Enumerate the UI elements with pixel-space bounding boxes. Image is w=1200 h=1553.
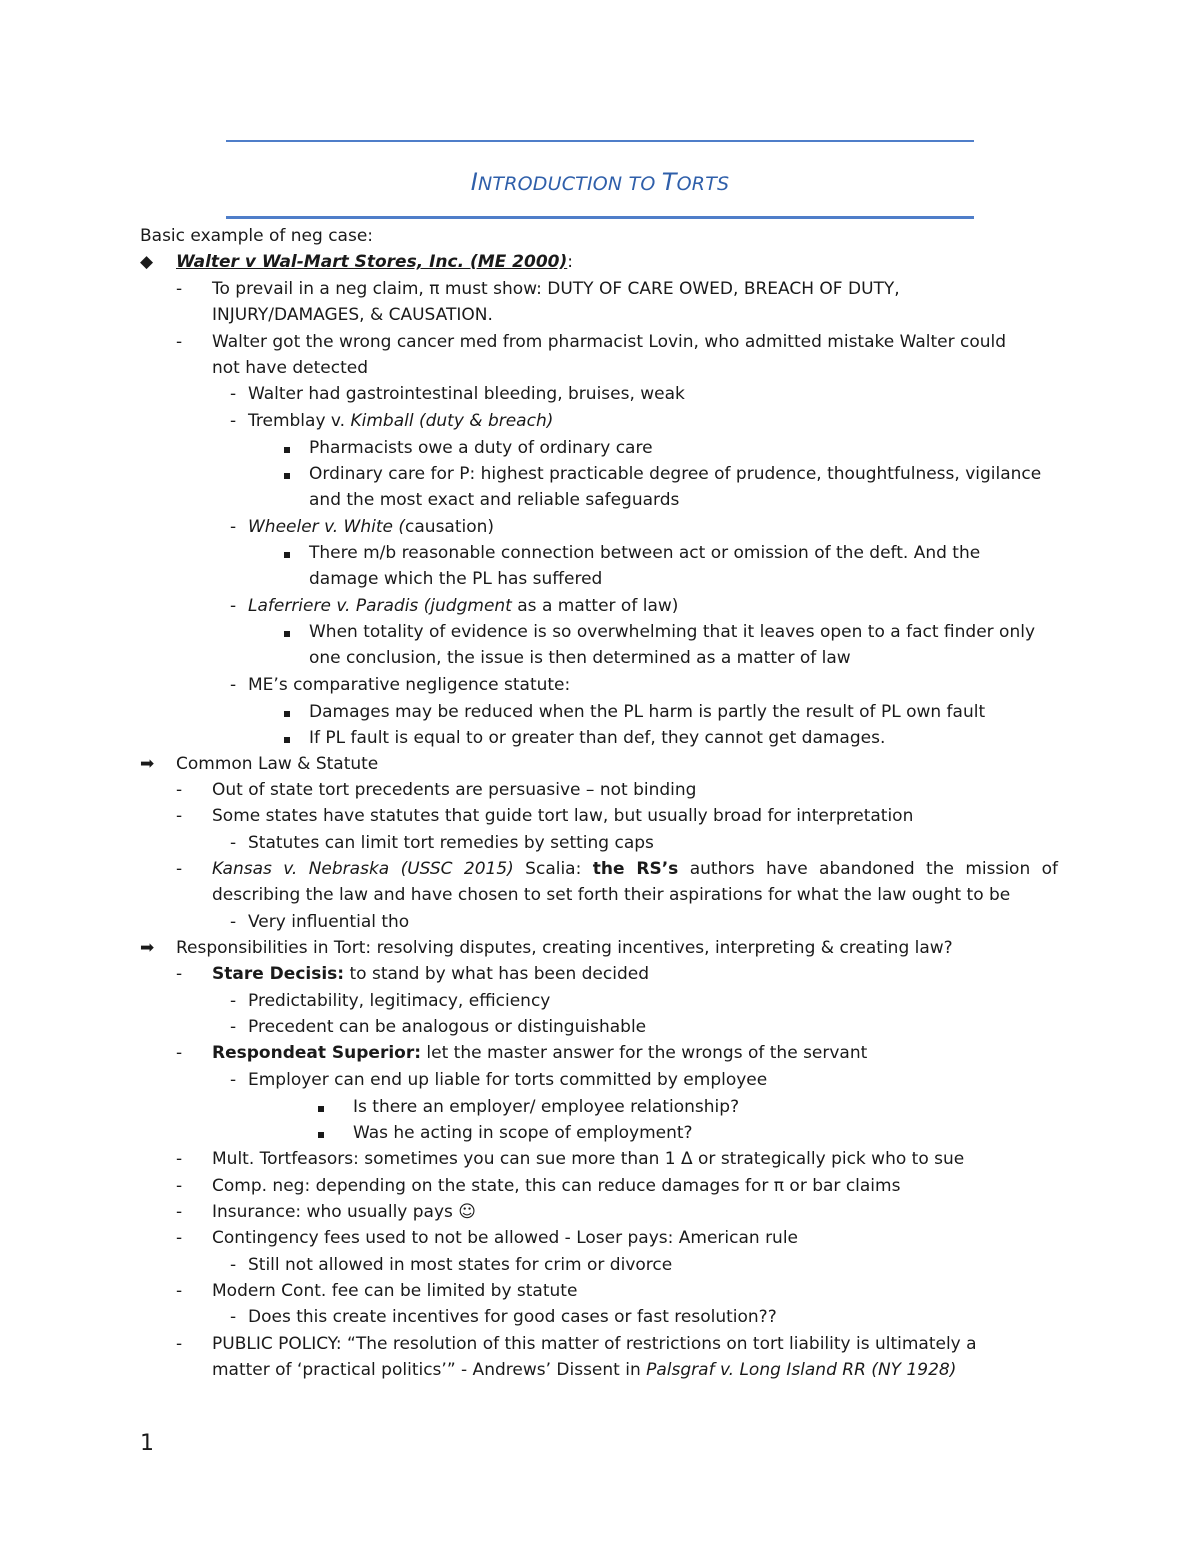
list-item: Ordinary care for P: highest practicable degree of prudence, thoughtfulness, vigilance [309,464,1042,484]
arrow-bullet-icon: ➡ [140,754,155,774]
list-item: damage which the PL has suffered [309,569,603,589]
dash-bullet-icon: - [230,411,237,431]
dash-bullet-icon: - [176,780,183,800]
square-bullet-icon [284,437,290,459]
list-item: Out of state tort precedents are persuasive – not binding [212,780,697,800]
list-item: Still not allowed in most states for crim or divorce [248,1255,673,1275]
list-item: Contingency fees used to not be allowed - Loser pays: American rule [212,1228,799,1248]
list-item: not have detected [212,358,368,378]
dash-bullet-icon: - [176,964,183,984]
title-bottom-rule [226,216,974,219]
list-item: Wheeler v. White (causation) [248,517,495,537]
square-bullet-icon [284,621,290,643]
list-item: describing the law and have chosen to set forth their aspirations for what the law ought to be [212,885,1011,905]
intro-text: Basic example of neg case: [140,226,374,246]
dash-bullet-icon: - [176,806,183,826]
dash-bullet-icon: - [230,1255,237,1275]
list-item: Mult. Tortfeasors: sometimes you can sue more than 1 Δ or strategically pick who to sue [212,1149,965,1169]
dash-bullet-icon: - [176,1149,183,1169]
dash-bullet-icon: - [176,1202,183,1222]
list-item: To prevail in a neg claim, π must show: DUTY OF CARE OWED, BREACH OF DUTY, [212,279,900,299]
list-item: Some states have statutes that guide tort law, but usually broad for interpretation [212,806,914,826]
list-item: Walter had gastrointestinal bleeding, bruises, weak [248,384,685,404]
list-item: PUBLIC POLICY: “The resolution of this matter of restrictions on tort liability is ultimately a [212,1334,977,1354]
arrow-bullet-icon: ➡ [140,938,155,958]
list-item: Kansas v. Nebraska (USSC 2015) Scalia: the RS’s authors have abandoned the mission of [212,859,1059,879]
dash-bullet-icon: - [230,833,237,853]
list-item: Respondeat Superior: let the master answer for the wrongs of the servant [212,1043,868,1063]
dash-bullet-icon: - [230,1070,237,1090]
list-item: If PL fault is equal to or greater than def, they cannot get damages. [309,728,886,748]
dash-bullet-icon: - [176,1334,183,1354]
page-title: INTRODUCTION TO TORTS [470,168,730,196]
case-heading: Walter v Wal-Mart Stores, Inc. (ME 2000): [176,252,573,272]
dash-bullet-icon: - [176,332,183,352]
list-item: Stare Decisis: to stand by what has been decided [212,964,649,984]
list-item: Very influential tho [248,912,410,932]
title-top-rule [226,140,974,142]
square-bullet-icon [284,727,290,749]
list-item: Is there an employer/ employee relationship? [353,1097,740,1117]
dash-bullet-icon: - [176,279,183,299]
square-bullet-icon [284,542,290,564]
list-item: Laferriere v. Paradis (judgment as a matter of law) [248,596,679,616]
dash-bullet-icon: - [230,991,237,1011]
list-item: Modern Cont. fee can be limited by statute [212,1281,578,1301]
section-heading: Common Law & Statute [176,754,379,774]
list-item: INJURY/DAMAGES, & CAUSATION. [212,305,493,325]
list-item: Employer can end up liable for torts committed by employee [248,1070,768,1090]
dash-bullet-icon: - [230,384,237,404]
page-number: 1 [140,1431,154,1456]
list-item: matter of ‘practical politics’” - Andrews’ Dissent in Palsgraf v. Long Island RR (NY 1928) [212,1360,957,1380]
list-item: Damages may be reduced when the PL harm is partly the result of PL own fault [309,702,986,722]
dash-bullet-icon: - [176,859,183,879]
dash-bullet-icon: - [176,1043,183,1063]
list-item: and the most exact and reliable safeguards [309,490,680,510]
list-item: There m/b reasonable connection between act or omission of the deft. And the [309,543,981,563]
list-item: Insurance: who usually pays ☺ [212,1202,477,1222]
dash-bullet-icon: - [176,1281,183,1301]
section-heading: Responsibilities in Tort: resolving disputes, creating incentives, interpreting & creating law? [176,938,953,958]
square-bullet-icon [284,701,290,723]
list-item: Predictability, legitimacy, efficiency [248,991,551,1011]
square-bullet-icon [284,463,290,485]
list-item: Tremblay v. Kimball (duty & breach) [248,411,554,431]
list-item: ME’s comparative negligence statute: [248,675,571,695]
list-item: Comp. neg: depending on the state, this can reduce damages for π or bar claims [212,1176,901,1196]
dash-bullet-icon: - [230,596,237,616]
dash-bullet-icon: - [230,675,237,695]
list-item: Statutes can limit tort remedies by setting caps [248,833,654,853]
dash-bullet-icon: - [230,1307,237,1327]
list-item: one conclusion, the issue is then determined as a matter of law [309,648,851,668]
list-item: Precedent can be analogous or distinguishable [248,1017,647,1037]
dash-bullet-icon: - [176,1228,183,1248]
dash-bullet-icon: - [176,1176,183,1196]
list-item: Does this create incentives for good cases or fast resolution?? [248,1307,777,1327]
list-item: Walter got the wrong cancer med from pharmacist Lovin, who admitted mistake Walter could [212,332,1007,352]
list-item: Was he acting in scope of employment? [353,1123,693,1143]
dash-bullet-icon: - [230,517,237,537]
list-item: When totality of evidence is so overwhelming that it leaves open to a fact finder only [309,622,1036,642]
diamond-bullet-icon: ◆ [140,252,154,272]
square-bullet-icon [318,1122,324,1144]
square-bullet-icon [318,1096,324,1118]
list-item: Pharmacists owe a duty of ordinary care [309,438,653,458]
dash-bullet-icon: - [230,1017,237,1037]
dash-bullet-icon: - [230,912,237,932]
